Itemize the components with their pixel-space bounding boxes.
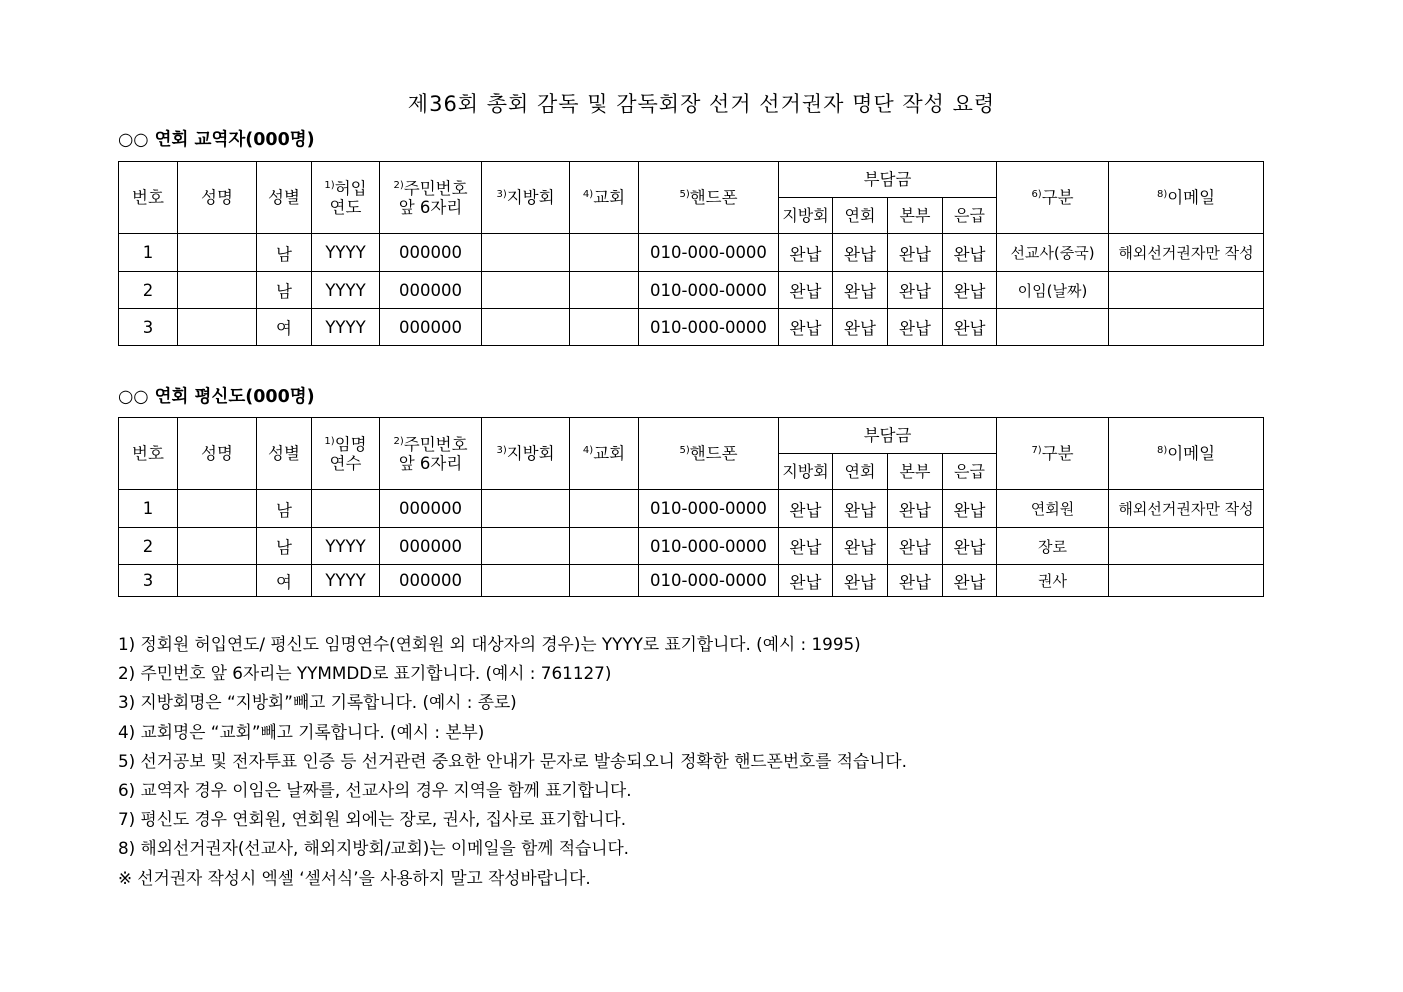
cell-dues-headquarters: 완납: [888, 234, 943, 272]
cell-dues-pension: 완납: [943, 309, 997, 346]
header-dues: 부담금: [779, 162, 997, 198]
table-row: [119, 490, 1264, 528]
cell-email: [1109, 565, 1264, 597]
header-dues-conference: 연회: [833, 198, 888, 234]
cell-rrn: 000000: [380, 528, 482, 565]
cell-dues-headquarters: 완납: [888, 309, 943, 346]
cell-dues-pension: 완납: [943, 528, 997, 565]
cell-district: [482, 528, 570, 565]
cell-email: 해외선거권자만 작성: [1109, 234, 1264, 272]
header-dues-headquarters: 본부: [888, 454, 943, 490]
footnote-2: 2) 주민번호 앞 6자리는 YYMMDD로 표기합니다. (예시 : 761127): [118, 663, 612, 684]
header-dues: 부담금: [779, 418, 997, 454]
document-title: 제36회 총회 감독 및 감독회장 선거 선거권자 명단 작성 요령: [407, 92, 996, 116]
cell-dues-conference: 완납: [833, 565, 888, 597]
cell-district: [482, 234, 570, 272]
cell-church: [570, 234, 639, 272]
footnote-8: 8) 해외선거권자(선교사, 해외지방회/교회)는 이메일을 함께 적습니다.: [118, 838, 630, 859]
cell-dues-headquarters: 완납: [888, 490, 943, 528]
header-district: $^{3)}$지방회: [482, 162, 570, 234]
cell-dues-pension: 완납: [943, 234, 997, 272]
cell-gender: 남: [257, 272, 312, 309]
header-district: $^{3)}$지방회: [482, 418, 570, 490]
table-row: [119, 272, 1264, 309]
cell-name: [178, 528, 257, 565]
cell-dues-conference: 완납: [833, 272, 888, 309]
header-number: 번호: [119, 418, 178, 490]
cell-church: [570, 490, 639, 528]
footnote-remark: ※ 선거권자 작성시 엑셀 ‘셀서식’을 사용하지 말고 작성바랍니다.: [118, 867, 591, 888]
header-admission-year: $^{1)}$허입 연도: [312, 162, 380, 234]
cell-name: [178, 234, 257, 272]
cell-district: [482, 272, 570, 309]
cell-email: [1109, 528, 1264, 565]
header-gender: 성별: [257, 162, 312, 234]
cell-year: [312, 490, 380, 528]
footnotes: [118, 632, 907, 895]
cell-dues-district: 완납: [779, 234, 833, 272]
cell-number: 1: [119, 234, 178, 272]
header-name: 성명: [178, 418, 257, 490]
header-appointment-years: $^{1)}$임명 연수: [312, 418, 380, 490]
header-email: $^{8)}$이메일: [1109, 162, 1264, 234]
cell-year: YYYY: [312, 565, 380, 597]
cell-year: YYYY: [312, 272, 380, 309]
cell-dues-pension: 완납: [943, 272, 997, 309]
clergy-table: [118, 161, 1264, 346]
cell-dues-district: 완납: [779, 272, 833, 309]
cell-name: [178, 272, 257, 309]
cell-church: [570, 309, 639, 346]
cell-name: [178, 309, 257, 346]
footnote-1: 1) 정회원 허입연도/ 평신도 임명연수(연회원 외 대상자의 경우)는 YYYY로 표기합니다. (예시 : 1995): [118, 634, 861, 654]
cell-church: [570, 565, 639, 597]
header-dues-headquarters: 본부: [888, 198, 943, 234]
header-dues-pension: 은급: [943, 454, 997, 490]
cell-gender: 여: [257, 309, 312, 346]
header-phone: $^{5)}$핸드폰: [639, 418, 779, 490]
cell-type: 권사: [997, 565, 1109, 597]
header-dues-district: 지방회: [779, 454, 833, 490]
cell-name: [178, 490, 257, 528]
laity-table: [118, 417, 1264, 597]
header-rrn: $^{2)}$주민번호 앞 6자리: [380, 162, 482, 234]
cell-email: [1109, 272, 1264, 309]
header-church: $^{4)}$교회: [570, 162, 639, 234]
cell-dues-conference: 완납: [833, 234, 888, 272]
table-row: [119, 309, 1264, 346]
cell-dues-district: 완납: [779, 528, 833, 565]
cell-church: [570, 272, 639, 309]
cell-dues-pension: 완납: [943, 490, 997, 528]
header-number: 번호: [119, 162, 178, 234]
cell-dues-headquarters: 완납: [888, 272, 943, 309]
header-gender: 성별: [257, 418, 312, 490]
cell-dues-pension: 완납: [943, 565, 997, 597]
cell-dues-headquarters: 완납: [888, 528, 943, 565]
cell-number: 2: [119, 272, 178, 309]
cell-year: YYYY: [312, 309, 380, 346]
table-row: [119, 565, 1264, 597]
header-type: $^{7)}$구분: [997, 418, 1109, 490]
header-name: 성명: [178, 162, 257, 234]
cell-type: 장로: [997, 528, 1109, 565]
footnote-5: 5) 선거공보 및 전자투표 인증 등 선거관련 중요한 안내가 문자로 발송되오니 정확한 핸드폰번호를 적습니다.: [118, 750, 907, 771]
cell-email: 해외선거권자만 작성: [1109, 490, 1264, 528]
cell-district: [482, 490, 570, 528]
cell-name: [178, 565, 257, 597]
cell-rrn: 000000: [380, 490, 482, 528]
cell-church: [570, 528, 639, 565]
cell-dues-district: 완납: [779, 490, 833, 528]
cell-phone: 010-000-0000: [639, 234, 779, 272]
cell-phone: 010-000-0000: [639, 565, 779, 597]
cell-rrn: 000000: [380, 272, 482, 309]
cell-number: 2: [119, 528, 178, 565]
cell-year: YYYY: [312, 234, 380, 272]
cell-type: 선교사(중국): [997, 234, 1109, 272]
cell-number: 3: [119, 309, 178, 346]
cell-year: YYYY: [312, 528, 380, 565]
cell-dues-district: 완납: [779, 309, 833, 346]
cell-district: [482, 565, 570, 597]
footnote-4: 4) 교회명은 “교회”빼고 기록합니다. (예시 : 본부): [118, 721, 485, 742]
cell-gender: 남: [257, 234, 312, 272]
header-church: $^{4)}$교회: [570, 418, 639, 490]
cell-gender: 남: [257, 490, 312, 528]
cell-type: 연회원: [997, 490, 1109, 528]
footnote-7: 7) 평신도 경우 연회원, 연회원 외에는 장로, 권사, 집사로 표기합니다.: [118, 809, 627, 830]
section-title-clergy: ○○ 연회 교역자(000명): [118, 130, 315, 150]
cell-phone: 010-000-0000: [639, 309, 779, 346]
cell-phone: 010-000-0000: [639, 528, 779, 565]
header-dues-pension: 은급: [943, 198, 997, 234]
cell-rrn: 000000: [380, 234, 482, 272]
header-email: $^{8)}$이메일: [1109, 418, 1264, 490]
cell-rrn: 000000: [380, 565, 482, 597]
cell-dues-headquarters: 완납: [888, 565, 943, 597]
header-dues-conference: 연회: [833, 454, 888, 490]
cell-phone: 010-000-0000: [639, 272, 779, 309]
cell-dues-conference: 완납: [833, 528, 888, 565]
section-title-laity: ○○ 연회 평신도(000명): [118, 387, 315, 407]
cell-type: 이임(날짜): [997, 272, 1109, 309]
cell-gender: 여: [257, 565, 312, 597]
cell-phone: 010-000-0000: [639, 490, 779, 528]
header-type: $^{6)}$구분: [997, 162, 1109, 234]
header-rrn: $^{2)}$주민번호 앞 6자리: [380, 418, 482, 490]
cell-dues-conference: 완납: [833, 490, 888, 528]
table-row: [119, 234, 1264, 272]
cell-type: [997, 309, 1109, 346]
cell-rrn: 000000: [380, 309, 482, 346]
cell-dues-district: 완납: [779, 565, 833, 597]
footnote-3: 3) 지방회명은 “지방회”빼고 기록합니다. (예시 : 종로): [118, 692, 517, 713]
cell-number: 3: [119, 565, 178, 597]
cell-gender: 남: [257, 528, 312, 565]
cell-dues-conference: 완납: [833, 309, 888, 346]
footnote-6: 6) 교역자 경우 이임은 날짜를, 선교사의 경우 지역을 함께 표기합니다.: [118, 779, 632, 800]
cell-number: 1: [119, 490, 178, 528]
cell-email: [1109, 309, 1264, 346]
cell-district: [482, 309, 570, 346]
table-row: [119, 528, 1264, 565]
header-phone: $^{5)}$핸드폰: [639, 162, 779, 234]
header-dues-district: 지방회: [779, 198, 833, 234]
